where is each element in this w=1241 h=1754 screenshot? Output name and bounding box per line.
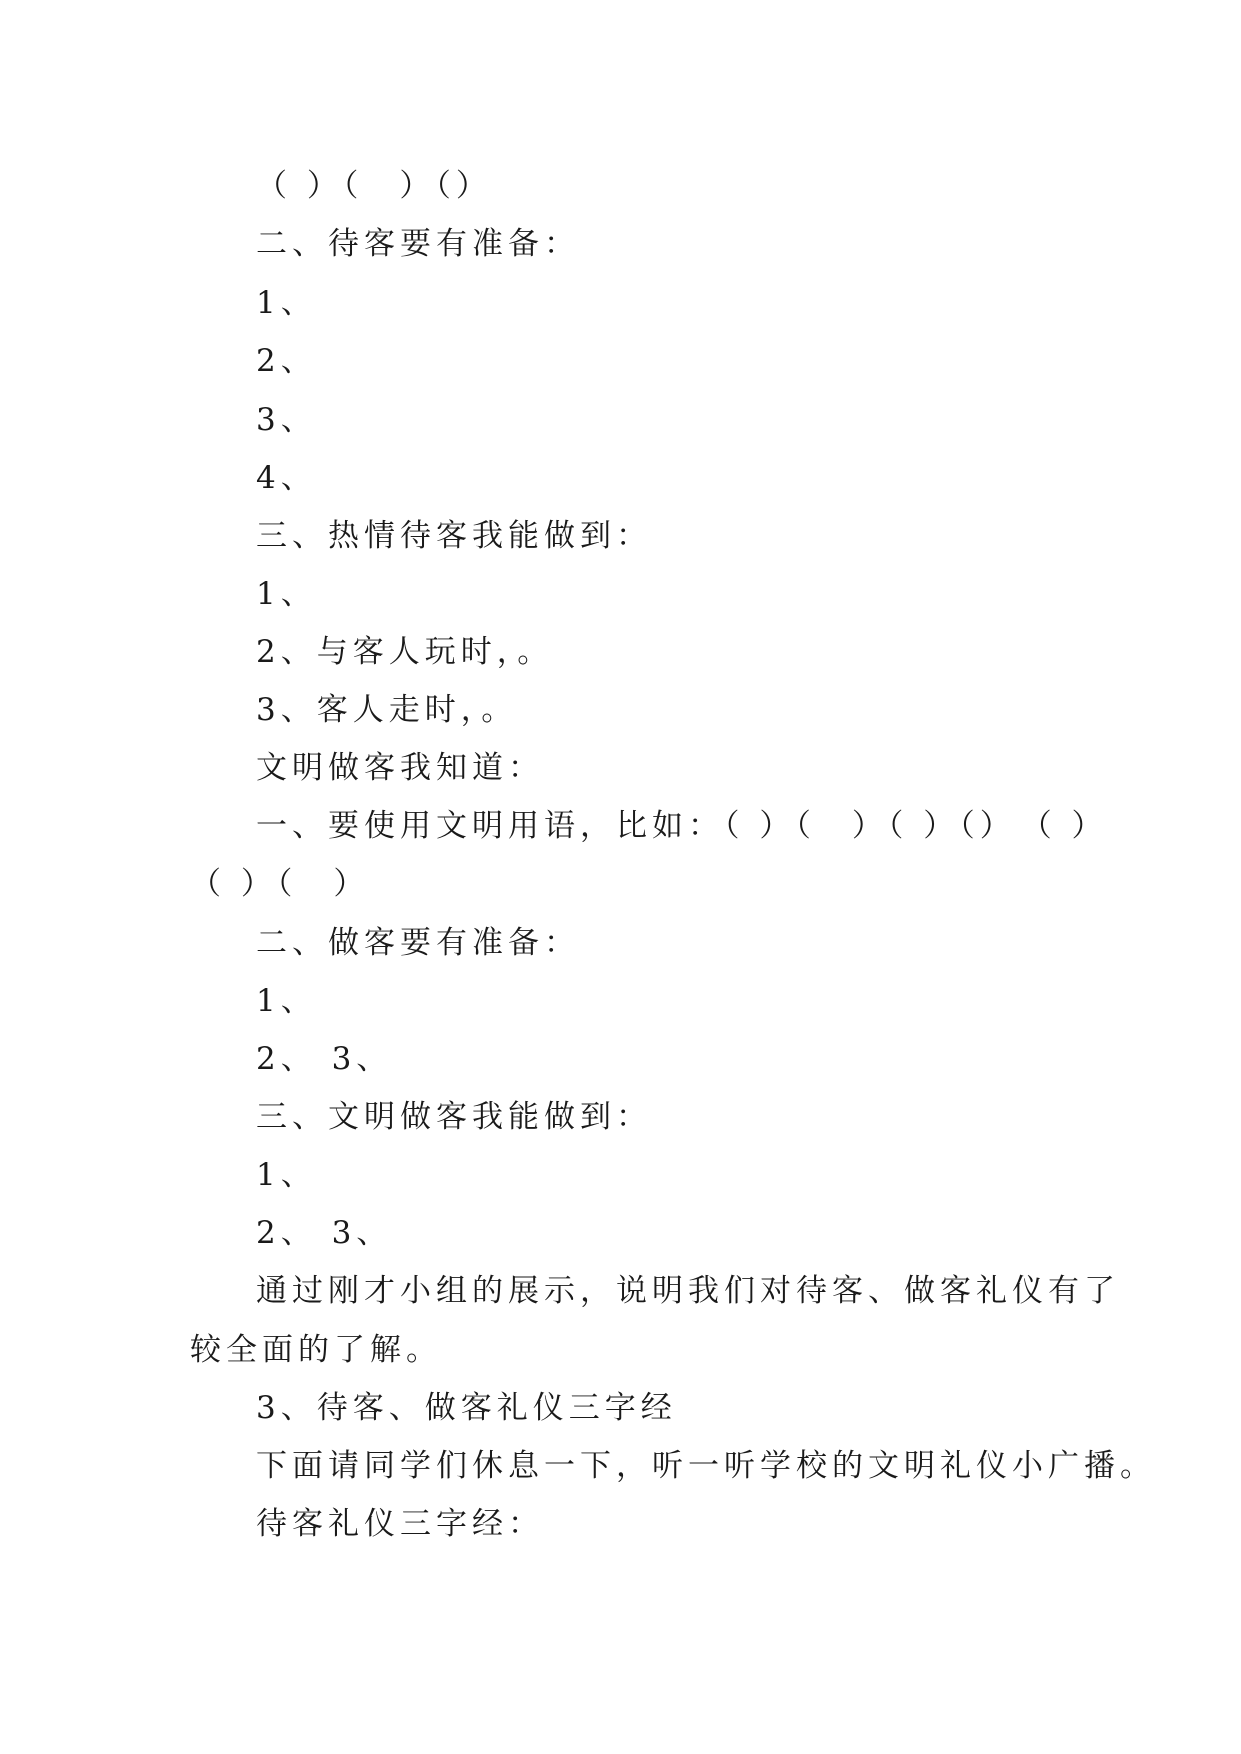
section-heading-host-can-do: 三、热情待客我能做到：: [256, 518, 652, 554]
subheading-host-three-character-classic: 待客礼仪三字经：: [256, 1506, 544, 1542]
paragraph-summary-continued: 较全面的了解。: [190, 1332, 442, 1368]
list-item: 1、: [256, 983, 317, 1019]
list-item: 4、: [256, 460, 317, 496]
list-item: 3、: [256, 402, 317, 438]
paragraph-polite-phrases: 一、要使用文明用语，比如：（ ）（ ）（ ）（） （ ）: [256, 808, 1108, 844]
list-item: 2、 3、: [256, 1215, 393, 1251]
section-title-guest-etiquette: 文明做客我知道：: [256, 750, 544, 786]
section-heading-guest-preparation: 二、做客要有准备：: [256, 925, 580, 961]
section-heading-three-character-classic: 3、待客、做客礼仪三字经: [256, 1390, 677, 1426]
section-heading-guest-can-do: 三、文明做客我能做到：: [256, 1099, 652, 1135]
list-item: 3、客人走时，。: [256, 692, 518, 728]
list-item: 2、 3、: [256, 1041, 393, 1077]
list-item: 2、: [256, 343, 317, 379]
list-item: 2、与客人玩时，。: [256, 634, 554, 670]
section-heading-host-preparation: 二、待客要有准备：: [256, 226, 580, 262]
paragraph-polite-phrases-continued: （ ）（ ）: [190, 866, 370, 902]
list-item: 1、: [256, 1157, 317, 1193]
blank-parentheses-line: （ ）（ ）（）: [256, 168, 492, 204]
list-item: 1、: [256, 285, 317, 321]
list-item: 1、: [256, 576, 317, 612]
paragraph-summary: 通过刚才小组的展示，说明我们对待客、做客礼仪有了: [256, 1273, 1120, 1309]
paragraph-broadcast: 下面请同学们休息一下，听一听学校的文明礼仪小广播。: [256, 1448, 1156, 1484]
